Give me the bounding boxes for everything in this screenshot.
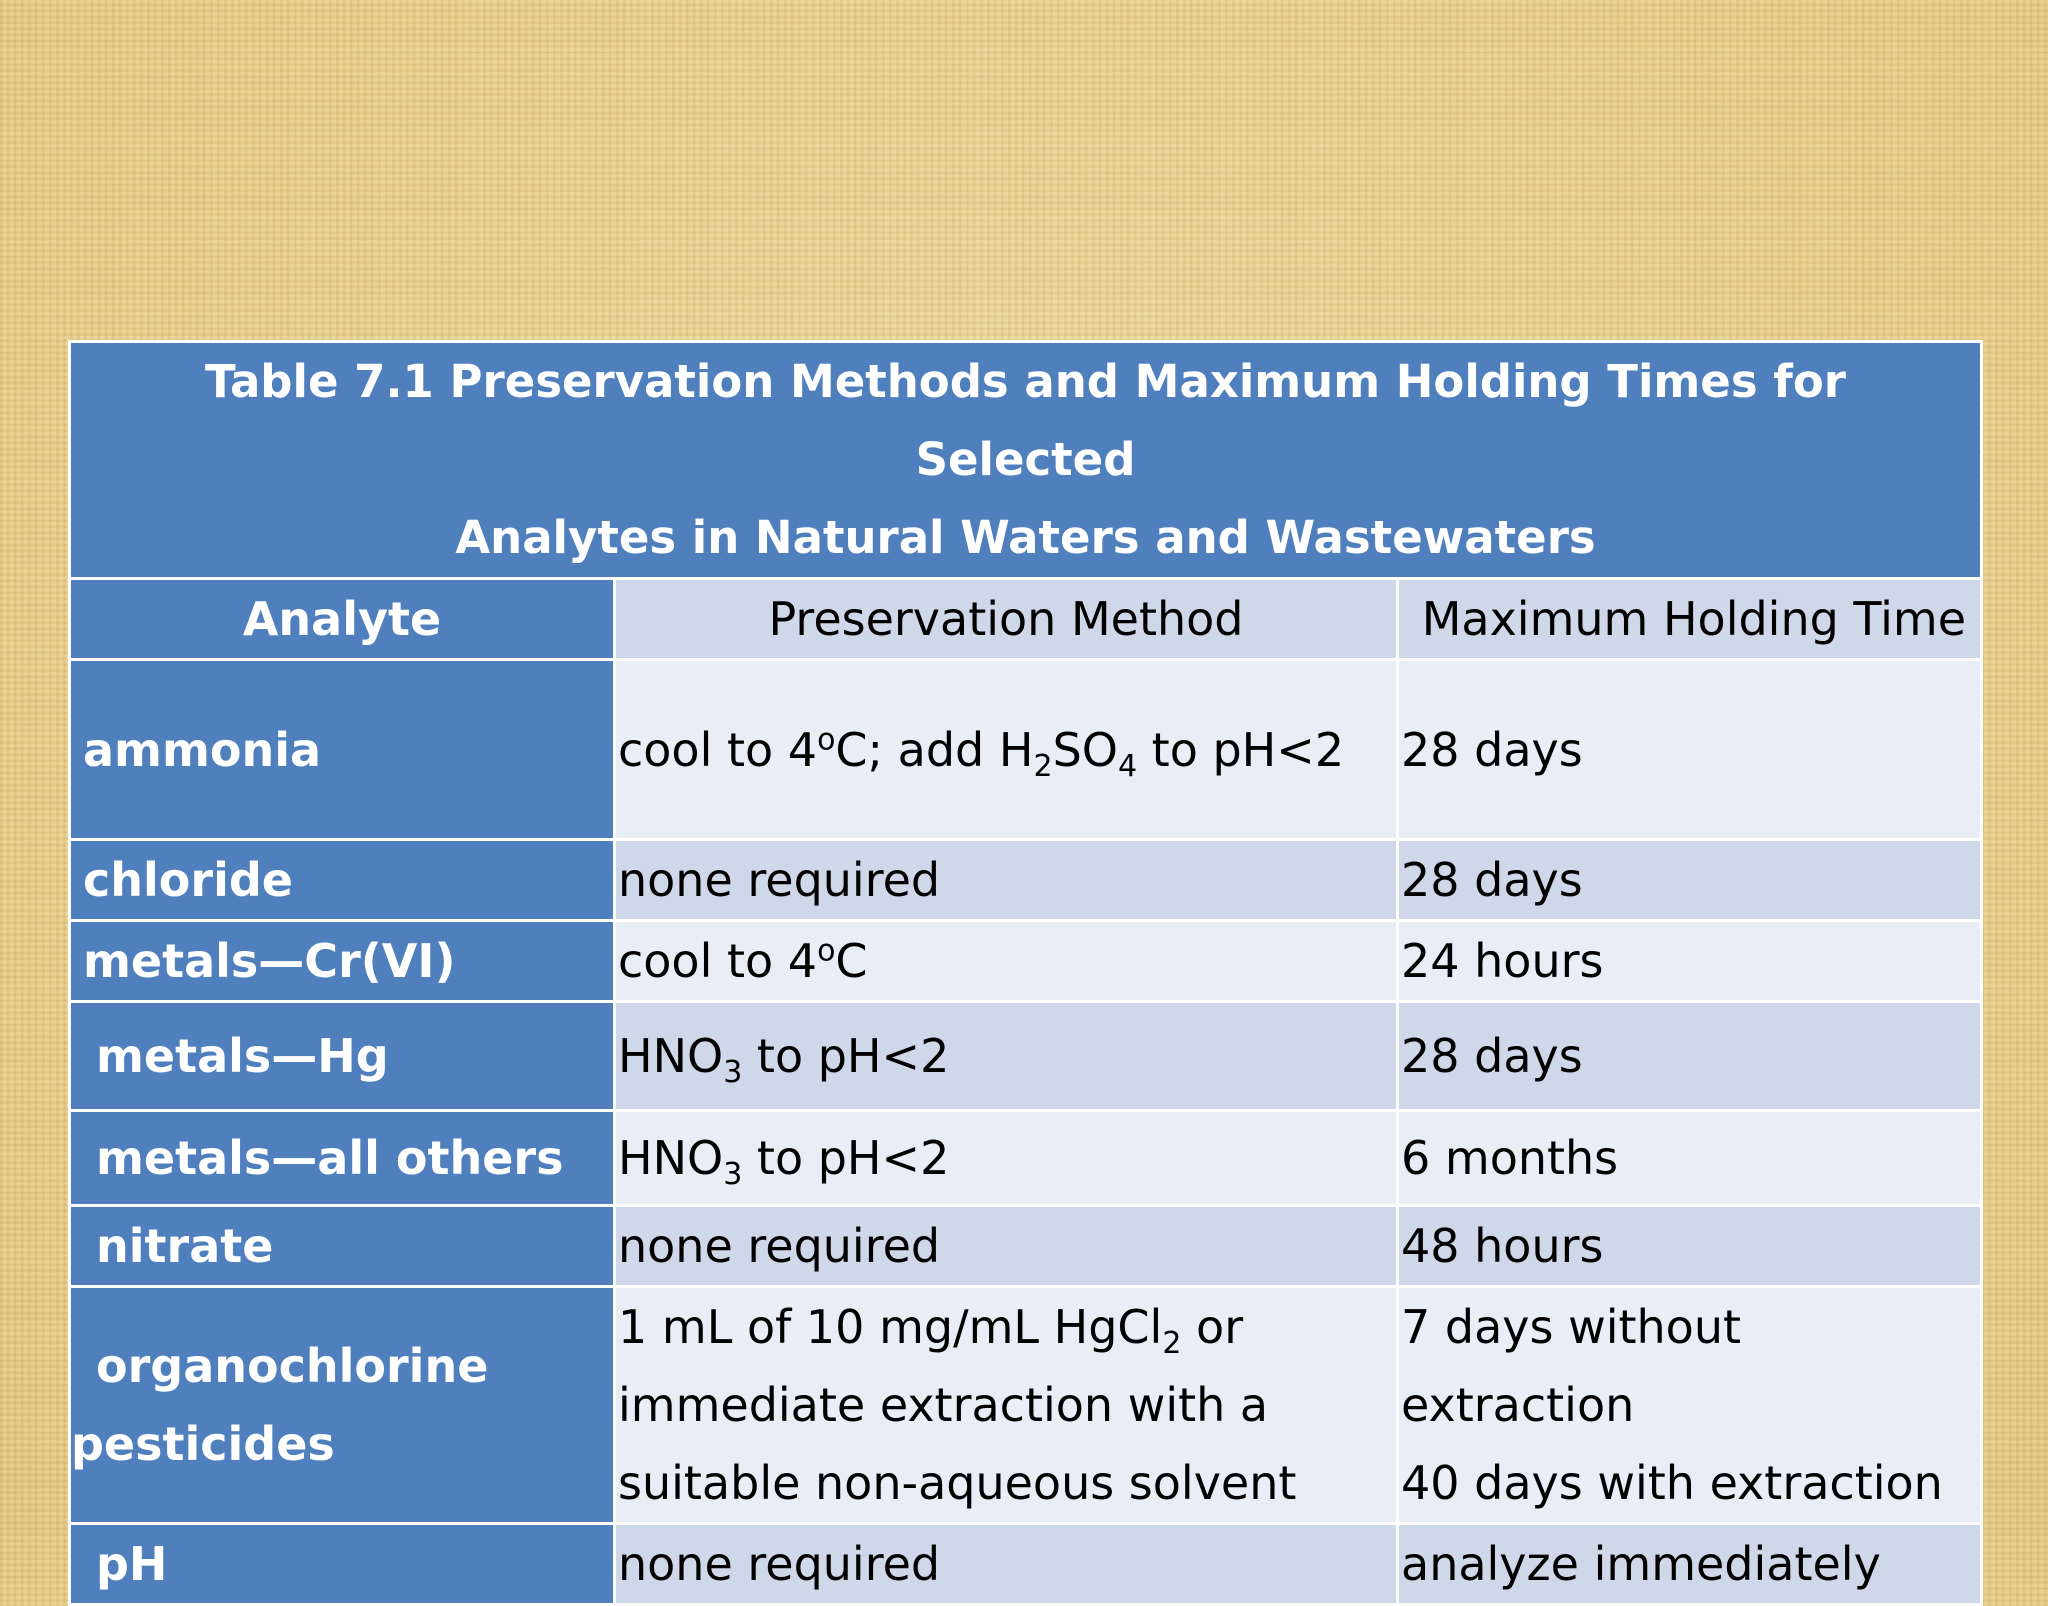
table-row <box>70 660 1982 840</box>
table-header-row <box>70 579 1982 660</box>
holding-time-cell: 24 hours <box>1398 921 1982 1002</box>
analyte-cell: chloride <box>70 840 615 921</box>
analyte-cell: metals—Hg <box>70 1002 615 1111</box>
method-cell: $HNO_3$ to pH<2 <box>615 1002 1398 1111</box>
holding-time-cell: analyze immediately <box>1398 1524 1982 1605</box>
header-max-holding-time: Maximum Holding Time <box>1398 579 1982 660</box>
table-row <box>70 1206 1982 1287</box>
holding-line-1: 7 days without <box>1401 1300 1742 1354</box>
header-preservation-method: Preservation Method <box>615 579 1398 660</box>
method-cell: cool to 4$^o$C <box>615 921 1398 1002</box>
analyte-line-1: organochlorine <box>96 1339 489 1393</box>
table-row <box>70 1002 1982 1111</box>
holding-time-cell: 6 months <box>1398 1111 1982 1206</box>
table-row <box>70 1111 1982 1206</box>
method-cell: cool to 4$^o$C; add $H_2SO_4$ to pH<2 <box>615 660 1398 840</box>
header-analyte: Analyte <box>70 579 615 660</box>
analyte-line-2: pesticides <box>71 1417 335 1471</box>
holding-time-cell: 48 hours <box>1398 1206 1982 1287</box>
holding-time-cell: 28 days <box>1398 1002 1982 1111</box>
analyte-cell: pH <box>70 1524 615 1605</box>
table-title-line-1: Table 7.1 Preservation Methods and Maximum Holding Times for Selected <box>205 355 1846 486</box>
analyte-cell <box>70 1287 615 1524</box>
table-title-line-2: Analytes in Natural Waters and Wastewaters <box>455 511 1596 564</box>
holding-time-cell: 28 days <box>1398 660 1982 840</box>
method-line-3: suitable non-aqueous solvent <box>618 1456 1297 1510</box>
table-row <box>70 1287 1982 1524</box>
holding-line-3: 40 days with extraction <box>1401 1456 1943 1510</box>
analyte-cell: metals—Cr(VI) <box>70 921 615 1002</box>
table-row <box>70 840 1982 921</box>
method-cell: none required <box>615 1206 1398 1287</box>
holding-line-2: extraction <box>1401 1378 1635 1432</box>
holding-time-cell <box>1398 1287 1982 1524</box>
holding-time-cell: 28 days <box>1398 840 1982 921</box>
analyte-cell: nitrate <box>70 1206 615 1287</box>
table-title <box>70 342 1982 579</box>
table-row <box>70 921 1982 1002</box>
analyte-cell: metals—all others <box>70 1111 615 1206</box>
method-line-2: immediate extraction with a <box>618 1378 1269 1432</box>
method-cell <box>615 1287 1398 1524</box>
analyte-cell: ammonia <box>70 660 615 840</box>
preservation-table <box>68 340 1983 1606</box>
method-cell: $HNO_3$ to pH<2 <box>615 1111 1398 1206</box>
method-cell: none required <box>615 1524 1398 1605</box>
method-cell: none required <box>615 840 1398 921</box>
method-line-1: 1 mL of 10 mg/mL HgCl$_2$ or <box>618 1300 1244 1362</box>
preservation-table-container <box>68 340 1980 1591</box>
table-title-row <box>70 342 1982 579</box>
